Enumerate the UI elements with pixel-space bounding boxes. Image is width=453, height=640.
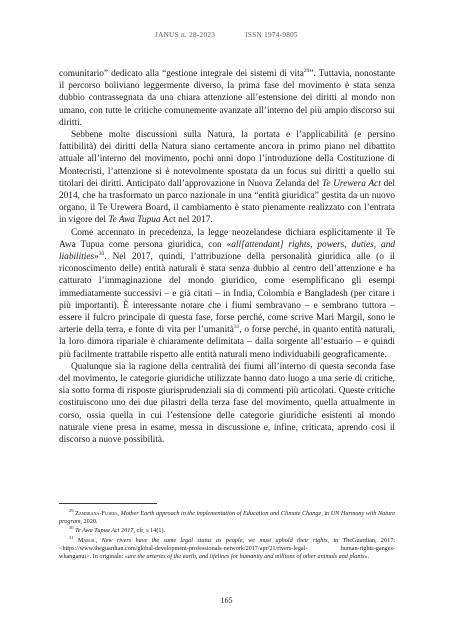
italic-text: UN Harmony with Nature program xyxy=(59,510,395,526)
text-run: , xyxy=(117,510,121,517)
footnote xyxy=(59,534,396,562)
footnote-ref: 30 xyxy=(69,525,74,531)
text-run: » xyxy=(94,252,99,263)
italic-text: Te Awa Tupua xyxy=(108,215,161,226)
footnote-ref: 29 xyxy=(303,67,310,74)
text-run: ». xyxy=(364,553,370,561)
text-run: , cfr, s 14(1). xyxy=(133,527,166,535)
footnote-ref: 31 xyxy=(69,534,74,540)
paragraph xyxy=(59,227,395,361)
paragraph xyxy=(59,361,395,446)
text-run: Act nel 2017. xyxy=(160,215,213,226)
paragraph xyxy=(59,129,395,227)
footnote xyxy=(59,527,395,535)
text-run: . Nel 2017, quindi, l’attribuzione della personalità giuridica alle (o il riconoscimento delle) entità naturali è stata senza dubbio al centro dell’attenzione e ha catturato l’immaginazione del mondo giuridico, come esemplificano gli esempi immediatamente successivi – e già citati – in India, Colombia e Bangladesh (per citare i più importanti). È interessante notare che i fiumi sembravano – e sembrano tuttora – essere il fulcro principale di questa fase, forse perché, come scrive Mari Margil, sono le arterie della terra, e fonte di vita per l’umanità xyxy=(59,252,395,336)
journal-issue: JANUS n. 28-2023 xyxy=(155,31,216,39)
text-run: , xyxy=(95,536,102,544)
footnote-ref: 29 xyxy=(69,507,74,513)
text-run: Qualunque sia la ragione della centralità dei fiumi all’interno di questa seconda fase del movimento, le categorie giuridiche utilizzate hanno dato luogo a una serie di critiche, sia sotto forma di risposte giurisprudenziali sia di commenti più articolati. Queste critiche costituiscono uno dei due pilastri della terza fase del movimento, quella attualmente in corso, ossia quella in cui l’estensione delle categorie giuridiche esistenti al mondo naturale viene presa in esame, messa in discussione e, infine, criticata, aprendo così il discorso a nuove possibilità. xyxy=(59,361,395,446)
main-text xyxy=(59,68,395,446)
paragraph xyxy=(59,68,395,129)
footnote-divider xyxy=(59,503,157,504)
text-run: , o forse perché, in quanto entità naturali, la loro dimora ripariale è chiaramente delimitata – dalla sorgente all’estuario – e quindi più facilmente trattabile rispetto alle entità naturali meno individuabili geograficamente. xyxy=(59,325,395,360)
italic-text: all[attendant] rights, powers, duties, and liabilities xyxy=(59,239,395,263)
issn-label: ISSN 1974-9805 xyxy=(245,31,298,39)
text-run: comunitario” dedicato alla “gestione integrale dei sistemi di vita xyxy=(59,69,304,79)
italic-text: Mother Earth approach in the implementation of Education and Climate Change xyxy=(120,510,322,517)
text-run: Sebbene molte discussioni sulla Natura, la portata e l’applicabilità (e persino fattibilità) dei diritti della Natura siano certamente ancora in primo piano nel dibattito attuale all’interno del movimento, pochi anni dopo l’introduzione della Costituzione di Montecristi, l’attenzione si è notevolmente spostata da un focus sui diritti a quello sui titolari dei diritti. Anticipato dall’approvazione in Nuova Zelanda del xyxy=(59,130,395,189)
italic-text: Te Urewera Act xyxy=(322,178,381,189)
text-run: , in TheGuardian, 2017: <https://www.theguardian.com/global-development-professionals-network/2017/apr/21/rivers-legal- human-rights-ganges-whanganui>. In originale: « xyxy=(59,536,396,561)
footnotes xyxy=(59,507,396,562)
text-run: ”. Tuttavia, nonostante il percorso boliviano leggermente diverso, la prima fase del movimento è stata senza dubbio contrassegnata da una chiara attenzione all’estensione dei diritti al mondo non umano, con tutte le critiche comunemente avanzate all’interno del più ampio discorso sui diritti. xyxy=(59,69,395,128)
text-run: Come accennato in precedenza, la legge neozelandese dichiara esplicitamente il Te Awa Tupua come persona giuridica, con « xyxy=(59,227,395,250)
text-run: , 2020. xyxy=(80,518,98,526)
page-number: 165 xyxy=(220,596,233,605)
author-name: Zambrana-Flores xyxy=(75,510,118,517)
footnote-ref: 30 xyxy=(98,250,105,257)
running-header xyxy=(0,31,453,39)
italic-text: are the arteries of the earth, and lifelines for humanity and millions of other animals and plants xyxy=(127,553,365,561)
italic-text: Te Awa Tupua Act 2017 xyxy=(75,527,134,535)
text-run: , in xyxy=(321,510,331,517)
author-name: Margil xyxy=(77,536,96,544)
footnote xyxy=(59,507,395,526)
footnote-ref: 31 xyxy=(233,324,240,331)
text-run: del 2014, che ha trasformato un parco nazionale in una “entità giuridica” gestita da un nuovo organo, il Te Urewera Board, il cambiamento è stato pienamente realizzato con l’entrata in vigore del xyxy=(59,178,395,226)
italic-text: New rivers have the same legal status as people, we must uphold their rights xyxy=(101,536,328,544)
